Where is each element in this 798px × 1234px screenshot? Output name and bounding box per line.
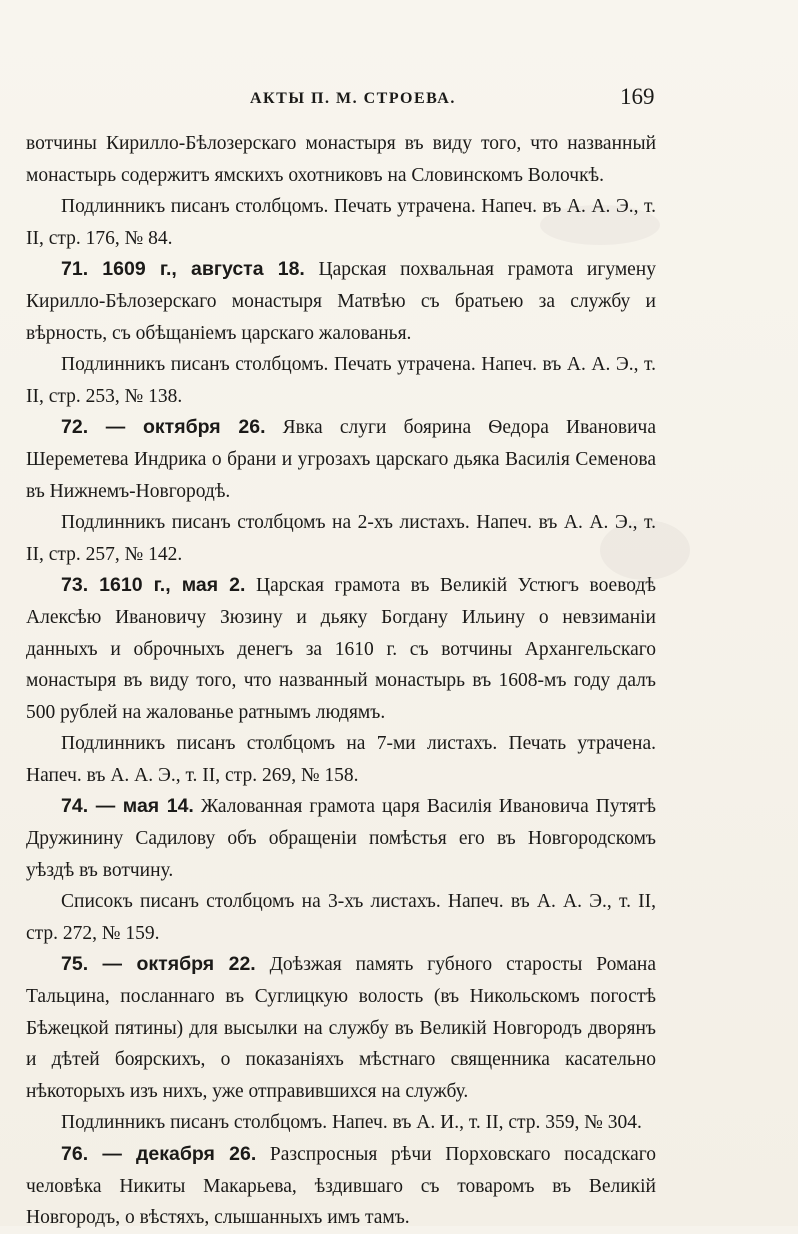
entry-heading: 74. — мая 14.: [61, 795, 194, 818]
entry-74: [26, 791, 656, 886]
source-note: Подлинникъ писанъ столбцомъ. Печать утрачена. Напеч. въ А. А. Э., т. II, стр. 176, № 84.: [26, 196, 656, 249]
page-number: 169: [620, 84, 655, 109]
entry-heading: 73. 1610 г., мая 2.: [61, 574, 246, 597]
entry-heading: 72. — октября 26.: [61, 416, 266, 439]
source-note: Списокъ писанъ столбцомъ на 3-хъ листахъ. Напеч. въ А. А. Э., т. II, стр. 272, № 159.: [26, 891, 656, 944]
source-note: Подлинникъ писанъ столбцомъ. Печать утрачена. Напеч. въ А. А. Э., т. II, стр. 253, № 138.: [26, 354, 656, 407]
source-note: Подлинникъ писанъ столбцомъ на 2-хъ листахъ. Напеч. въ А. А. Э., т. II, стр. 257, № 142.: [26, 512, 656, 565]
source-note: Подлинникъ писанъ столбцомъ. Напеч. въ А. И., т. II, стр. 359, № 304.: [61, 1112, 642, 1134]
entry-76: [26, 1139, 656, 1234]
entry-text: Явка слуги боярина Ѳедора Ивановича Шереметева Индрика о брани и угрозахъ царскаго дьяка Василія Семенова въ Нижнемъ-Новгородѣ.: [26, 417, 656, 502]
entry-text: Царская похвальная грамота игумену Кирилло-Бѣлозерскаго монастыря Матвѣю съ братьею за службу и вѣрность, съ обѣщаніемъ царскаго жалованья.: [26, 259, 656, 344]
entry-text: Жалованная грамота царя Василія Ивановича Путятѣ Дружинину Садилову объ обращеніи помѣстья его въ Новгородскомъ уѣздѣ въ вотчину.: [26, 796, 656, 881]
entry-text: Царская грамота въ Великій Устюгъ воеводѣ Алексѣю Ивановичу Зюзину и дьяку Богдану Ильину о невзиманіи данныхъ и оброчныхъ денегъ за 1610 г. съ вотчины Архангельскаго монастыря въ виду того, что названный монастырь въ 1608-мъ году далъ 500 рублей на жалованье ратнымъ людямъ.: [26, 575, 656, 723]
running-title: АКТЫ П. М. СТРОЕВА.: [250, 90, 456, 107]
entry-heading: 75. — октября 22.: [61, 953, 256, 976]
entry-text: Разспросныя рѣчи Порховскаго посадскаго человѣка Никиты Макарьева, ѣздившаго съ товаромъ въ Великій Новгородъ, о вѣстяхъ, слышанныхъ имъ тамъ.: [26, 1144, 656, 1229]
entry-text: Доѣзжая память губного старосты Романа Тальцина, посланнаго въ Суглицкую волость (въ Никольскомъ погостѣ Бѣжецкой пятины) для высылки на службу въ Великій Новгородъ дворянъ и дѣтей боярскихъ, о показаніяхъ мѣстнаго священника касательно нѣкоторыхъ изъ нихъ, уже отправившихся на службу.: [26, 954, 656, 1102]
entry-75: [26, 949, 656, 1107]
page-header: [0, 84, 798, 114]
entry-71: [26, 254, 656, 349]
entry-heading: 71. 1609 г., августа 18.: [61, 258, 305, 281]
page-body: [26, 128, 656, 1234]
entry-heading: 76. — декабря 26.: [61, 1143, 257, 1165]
source-note: Подлинникъ писанъ столбцомъ на 7-ми листахъ. Печать утрачена. Напеч. въ А. А. Э., т. II, стр. 269, № 158.: [26, 733, 656, 786]
continued-paragraph: вотчины Кирилло-Бѣлозерскаго монастыря въ виду того, что названный монастырь содержитъ ямскихъ охотниковъ на Словинскомъ Волочкѣ.: [26, 133, 656, 186]
entry-72: [26, 412, 656, 507]
entry-73: [26, 570, 656, 728]
